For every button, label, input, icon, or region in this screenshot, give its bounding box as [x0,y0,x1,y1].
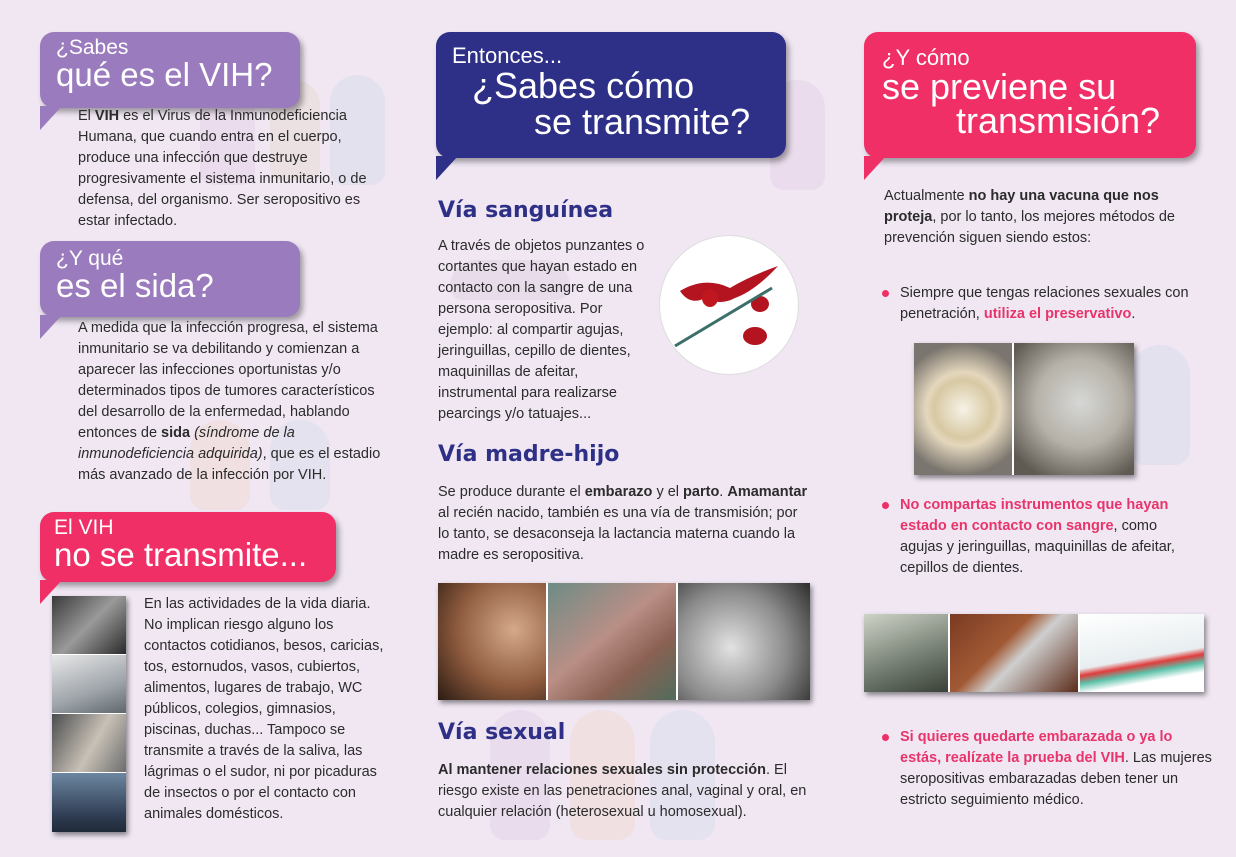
what-is-hiv-heading [40,32,300,108]
blood-route-text: A través de objetos punzantes o cortantes que hayan estado en contacto con la sangre de una persona seropositiva. Por ejemplo: al compartir agujas, jeringuillas, cepillo de dientes, maquinillas de afeitar, instrumental para realizarse pearcings y/o tatuajes... [438,238,645,422]
sharp-objects-photo-strip [864,614,1204,692]
heading-small: ¿Sabes [56,36,129,59]
hand-photo [52,713,126,772]
how-transmitted-heading [436,32,786,158]
not-transmitted-text: En las actividades de la vida diaria. No implican riesgo alguno los contactos cotidianos, besos, caricias, tos, estornudos, vasos, cubiertos, alimentos, lugares de trabajo, WC públicos, colegios, gimnasios, piscinas, duchas... Tampoco se transmite a través de la saliva, las lágrimas o el sudor, ni por picaduras de insectos o por el contacto con animales domésticos. [144,596,384,822]
heading-small: ¿Y qué [56,247,124,270]
blood-route-heading: Vía sanguínea [438,198,614,223]
blood-syringe-image [660,236,798,374]
heading-big-2: transmisión? [956,100,1161,141]
heading-big: qué es el VIH? [56,56,273,93]
kiss-photo [52,596,126,654]
heading-small: El VIH [54,516,114,539]
syringe-photo [864,614,948,692]
heading-big-1: se previene su [882,66,1117,107]
condom-photo-1 [914,343,1012,475]
mother-child-heading: Vía madre-hijo [438,442,620,467]
what-is-hiv-text: El VIH es el Virus de la Inmunodeficiencia Humana, que cuando entra en el cuerpo, produce una infección que destruye progresivamente el sistema inmunitario, o de defensa, del organismo. Ser seropositivo es estar infectado. [78,108,367,229]
what-is-aids-heading [40,241,300,317]
toothbrush-photo [1078,614,1204,692]
birth-photo [546,583,676,700]
sexual-route-text: Al mantener relaciones sexuales sin protección. El riesgo existe en las penetraciones anal, vaginal y oral, en cualquier relación (heterosexual u homosexual). [438,762,807,820]
glass-photo [52,654,126,713]
pregnancy-test-bullet: Si quieres quedarte embarazada o ya lo estás, realízate la prueba del VIH. Las mujeres seropositivas embarazadas deben tener un estricto seguimiento médico. [882,727,1212,811]
mother-child-photo-strip [438,583,810,700]
heading-small: Entonces... [452,43,563,68]
no-sharing-bullet: No compartas instrumentos que hayan estado en contacto con sangre, como agujas y jeringuillas, maquinillas de afeitar, cepillos de dientes. [882,495,1200,579]
mother-child-text: Se produce durante el embarazo y el parto. Amamantar al recién nacido, también es una vía de transmisión; por lo tanto, se desaconseja la lactancia materna cuando la madre es seropositiva. [438,484,808,563]
not-transmitted-heading [40,512,336,582]
heading-big-2: se transmite? [534,101,751,142]
prevention-intro: Actualmente no hay una vacuna que nos proteja, por lo tanto, los mejores métodos de prevención siguen siendo estos: [884,188,1175,246]
heading-small: ¿Y cómo [882,45,970,70]
heading-big: no se transmite... [54,536,308,573]
razor-photo [948,614,1078,692]
heading-big: es el sida? [56,267,214,304]
condom-bullet: Siempre que tengas relaciones sexuales con penetración, utiliza el preservativo. [882,283,1200,325]
pregnancy-photo [438,583,546,700]
heading-big-1: ¿Sabes cómo [472,65,695,106]
pool-photo [52,772,126,832]
prevention-heading [864,32,1196,158]
breastfeeding-photo [676,583,810,700]
condom-photo-2 [1012,343,1134,475]
what-is-aids-text: A medida que la infección progresa, el sistema inmunitario se va debilitando y comienzan a aparecer las infecciones oportunistas y/o determinados tipos de tumores característicos del desarrollo de la enfermedad, hablando entonces de sida (síndrome de la inmunodeficiencia adquirida), que es el estadio más avanzado de la infección por VIH. [78,320,381,483]
sexual-route-heading: Vía sexual [438,720,566,745]
condom-photo-strip [914,343,1134,475]
daily-life-photo-strip [52,596,126,832]
